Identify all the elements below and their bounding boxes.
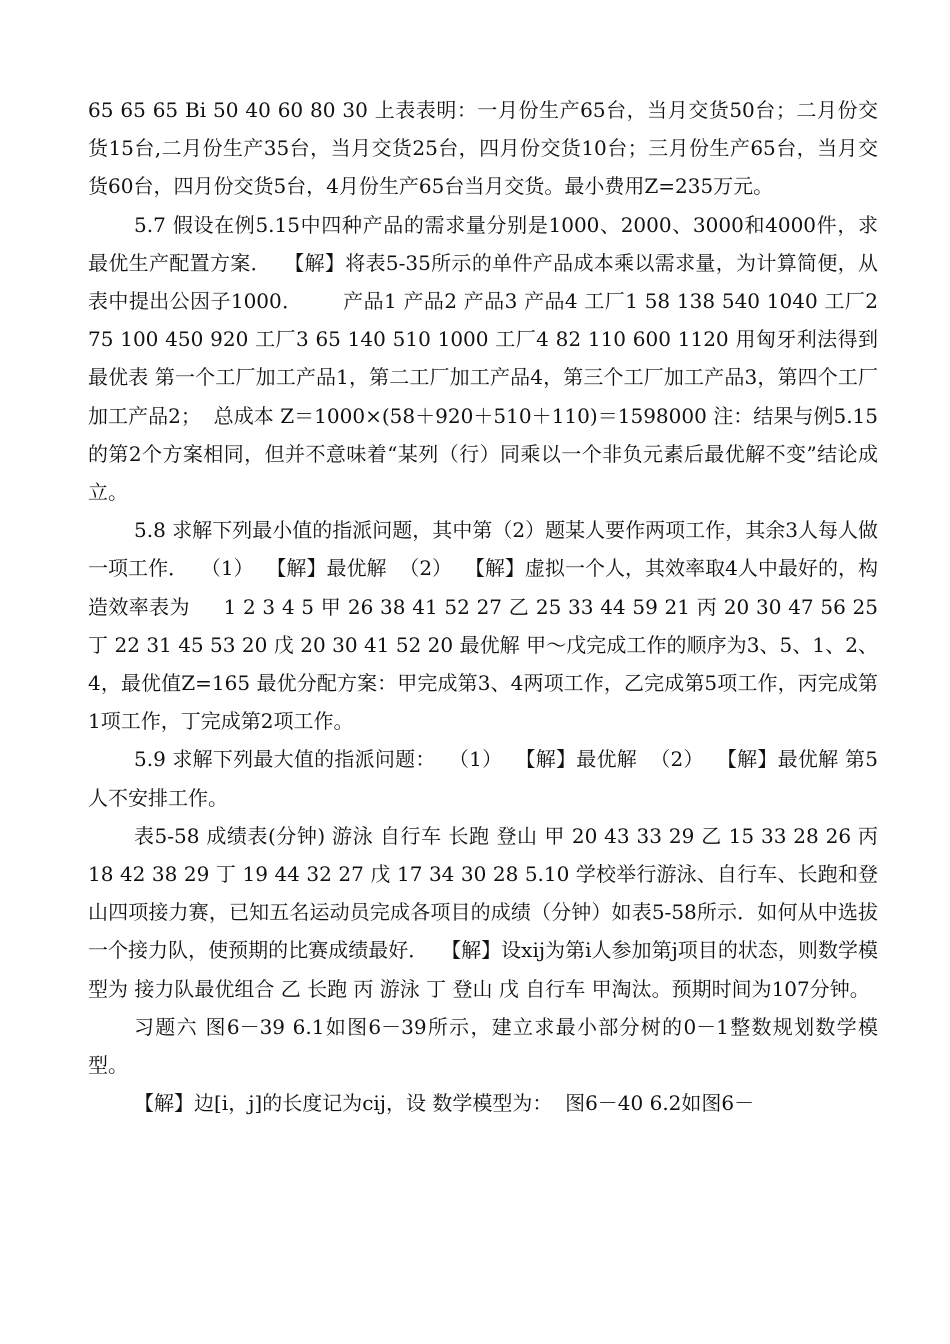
document-body — [88, 91, 885, 1122]
paragraph-exercise-6-1: 习题六 图6－39 6.1如图6－39所示，建立求最小部分树的0－1整数规划数学模型。 — [88, 1014, 878, 1078]
paragraph-production-summary: 65 65 65 Bi 50 40 60 80 30 上表表明：一月份生产65台，当月交货50台；二月份交货15台,二月份生产35台，当月交货25台，四月份交货10台；三月份生产65台，当月交货60台，四月份交货5台，4月份生产65台当月交货。最小费用Z=235万元。 — [88, 98, 878, 199]
paragraph-solution-6-1: 【解】边[i，j]的长度记为cij，设 数学模型为： 图6－40 6.2如图6－ — [134, 1091, 755, 1116]
paragraph-problem-5-8: 5.8 求解下列最小值的指派问题，其中第（2）题某人要作两项工作，其余3人每人做一项工作． （1） 【解】最优解 （2） 【解】虚拟一个人，其效率取4人中最好的，构造效率表为 1 2 3 4 5 甲 26 38 41 52 27 乙 25 33 44 59 21 丙 20 30 47 56 25 丁 22 31 45 53 20 戊 20 30 41 52 20 最优解 甲～戊完成工作的顺序为3、5、1、2、4，最优值Z=165 最优分配方案：甲完成第3、4两项工作，乙完成第5项工作，丙完成第1项工作，丁完成第2项工作。 — [88, 518, 885, 734]
paragraph-problem-5-9: 5.9 求解下列最大值的指派问题： （1） 【解】最优解 （2） 【解】最优解 第5人不安排工作。 — [88, 747, 878, 810]
paragraph-problem-5-10: 表5-58 成绩表(分钟) 游泳 自行车 长跑 登山 甲 20 43 33 29 乙 15 33 28 26 丙 18 42 38 29 丁 19 44 32 27 戊 17 34 30 28 5.10 学校举行游泳、自行车、长跑和登山四项接力赛，已知五名运动员完成各项目的成绩（分钟）如表5-58所示．如何从中选拔一个接力队，使预期的比赛成绩最好． 【解】设xij为第i人参加第j项目的状态，则数学模型为 接力队最优组合 乙 长跑 丙 游泳 丁 登山 戊 自行车 甲淘汰。预期时间为107分钟。 — [88, 823, 885, 1001]
paragraph-problem-5-7: 5.7 假设在例5.15中四种产品的需求量分别是1000、2000、3000和4000件，求最优生产配置方案． 【解】将表5-35所示的单件产品成本乘以需求量，为计算简便，从表中提出公因子1000． 产品1 产品2 产品3 产品4 工厂1 58 138 540 1040 工厂2 75 100 450 920 工厂3 65 140 510 1000 工厂4 82 110 600 1120 用匈牙利法得到最优表 第一个工厂加工产品1，第二工厂加工产品4，第三个工厂加工产品3，第四个工厂加工产品2； 总成本 Z＝1000×(58＋920＋510＋110)＝1598000 注：结果与例5.15的第2个方案相同，但并不意味着“某列（行）同乘以一个非负元素后最优解不变”结论成立。 — [88, 212, 885, 505]
